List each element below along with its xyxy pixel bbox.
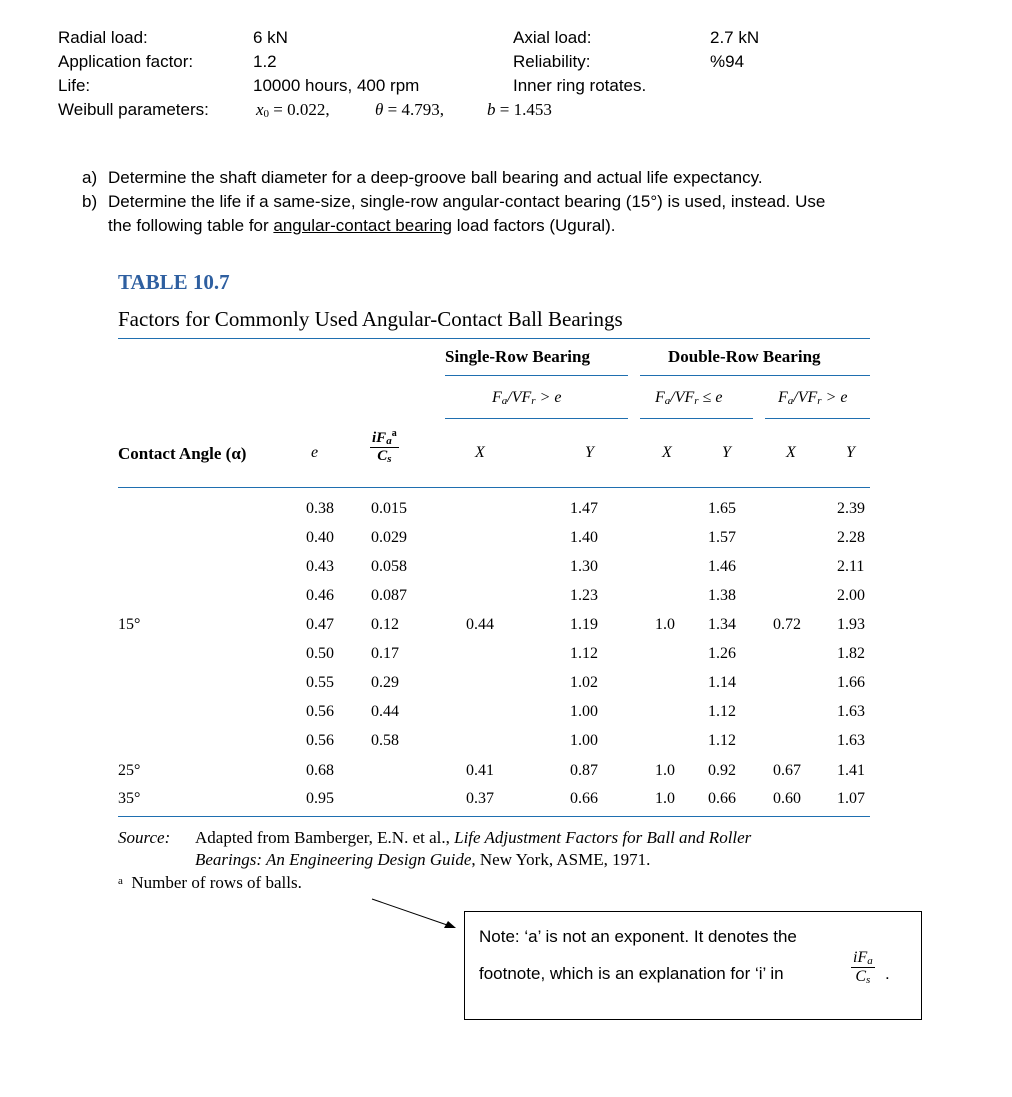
table-cell-y1: 1.02 xyxy=(570,674,598,691)
x-header-1: X xyxy=(475,444,485,461)
weibull-theta: θ = 4.793, xyxy=(375,100,444,119)
table-cell-e: 0.56 xyxy=(306,732,334,749)
table-cell-y2: 1.26 xyxy=(708,645,736,662)
e-35: 0.95 xyxy=(306,790,334,807)
x-header-2: X xyxy=(662,444,672,461)
y1-25: 0.87 xyxy=(570,762,598,779)
table-cell-y3: 1.66 xyxy=(837,674,865,691)
angular-contact-link: angular-contact bearing xyxy=(273,216,453,235)
y3-35: 1.07 xyxy=(837,790,865,807)
y-header-3: Y xyxy=(846,444,855,461)
e-25: 0.68 xyxy=(306,762,334,779)
single-row-header: Single-Row Bearing xyxy=(445,347,590,366)
y2-35: 0.66 xyxy=(708,790,736,807)
given-life-label: Life: xyxy=(58,76,91,95)
table-cell-y2: 1.12 xyxy=(708,732,736,749)
source-line-2: Bearings: An Engineering Design Guide, New York, ASME, 1971. xyxy=(195,850,651,869)
double-condition-1: Fa/VFr ≤ e xyxy=(655,389,723,407)
question-b-label: b) xyxy=(82,192,98,211)
given-app-label: Application factor: xyxy=(58,52,194,71)
table-cell-e: 0.56 xyxy=(306,703,334,720)
given-radial-value: 6 kN xyxy=(253,28,288,47)
x-header-3: X xyxy=(786,444,796,461)
table-cell-e: 0.40 xyxy=(306,529,334,546)
angle-35: 35° xyxy=(118,790,141,807)
table-cell-y2: 1.34 xyxy=(708,616,736,633)
y3-25: 1.41 xyxy=(837,762,865,779)
table-cell-y3: 1.63 xyxy=(837,703,865,720)
given-axial-label: Axial load: xyxy=(513,28,592,47)
weibull-x0: x0 = 0.022, xyxy=(256,100,330,120)
table-cell-y1: 1.19 xyxy=(570,616,598,633)
x1-15: 0.44 xyxy=(466,616,494,633)
y1-35: 0.66 xyxy=(570,790,598,807)
table-cell-ifa: 0.015 xyxy=(371,500,407,517)
question-a-label: a) xyxy=(82,168,98,187)
table-cell-e: 0.55 xyxy=(306,674,334,691)
footnote: $^a$ Number of rows of balls. xyxy=(118,873,302,892)
table-cell-y2: 1.57 xyxy=(708,529,736,546)
table-cell-ifa: 0.44 xyxy=(371,703,399,720)
note-box xyxy=(464,911,922,1020)
table-cell-y2: 1.38 xyxy=(708,587,736,604)
table-cell-y1: 1.12 xyxy=(570,645,598,662)
table-cell-ifa: 0.058 xyxy=(371,558,407,575)
table-cell-y1: 1.23 xyxy=(570,587,598,604)
table-cell-ifa: 0.12 xyxy=(371,616,399,633)
source-line-1: Adapted from Bamberger, E.N. et al., Life Adjustment Factors for Ball and Roller xyxy=(195,828,752,847)
table-cell-y3: 1.93 xyxy=(837,616,865,633)
note-line-1: Note: ‘a’ is not an exponent. It denotes the xyxy=(479,927,797,946)
table-cell-ifa: 0.17 xyxy=(371,645,399,662)
table-cell-y2: 1.12 xyxy=(708,703,736,720)
question-a-text: Determine the shaft diameter for a deep-groove ball bearing and actual life expectancy. xyxy=(108,168,763,187)
contact-angle-header: Contact Angle (α) xyxy=(118,444,247,463)
given-life-value: 10000 hours, 400 rpm xyxy=(253,76,420,95)
x1-35: 0.37 xyxy=(466,790,494,807)
table-cell-y2: 1.65 xyxy=(708,500,736,517)
weibull-b: b = 1.453 xyxy=(487,100,552,119)
source-label: Source: xyxy=(118,828,171,847)
angle-15: 15° xyxy=(118,616,141,633)
given-reliability-value: %94 xyxy=(710,52,745,71)
x2-35: 1.0 xyxy=(655,790,675,807)
x3-15: 0.72 xyxy=(773,616,801,633)
x3-25: 0.67 xyxy=(773,762,801,779)
table-top-rule xyxy=(118,338,870,339)
double-row-rule xyxy=(640,375,870,376)
question-b-text-1: Determine the life if a same-size, single-row angular-contact bearing (15°) is used, instead. Use xyxy=(108,192,826,211)
table-cell-e: 0.38 xyxy=(306,500,334,517)
table-cell-e: 0.43 xyxy=(306,558,334,575)
ifa-cs-header: $\frac{iFa^a}{Cs}$ xyxy=(372,428,397,465)
note-fraction: $\frac{\text{iFa}}{Cs}$ xyxy=(853,949,873,986)
given-radial-label: Radial load: xyxy=(58,28,148,47)
y-header-2: Y xyxy=(722,444,731,461)
table-title: TABLE 10.7 xyxy=(118,270,230,294)
table-cell-y2: 1.14 xyxy=(708,674,736,691)
x2-15: 1.0 xyxy=(655,616,675,633)
table-cell-ifa: 0.58 xyxy=(371,732,399,749)
table-cell-y1: 1.30 xyxy=(570,558,598,575)
single-condition: Fa/VFr > e xyxy=(492,389,562,407)
table-cell-e: 0.47 xyxy=(306,616,334,633)
single-row-rule xyxy=(445,375,628,376)
angle-25: 25° xyxy=(118,762,141,779)
table-caption: Factors for Commonly Used Angular-Contact Ball Bearings xyxy=(118,307,623,331)
table-cell-ifa: 0.29 xyxy=(371,674,399,691)
table-cell-e: 0.50 xyxy=(306,645,334,662)
table-cell-ifa: 0.029 xyxy=(371,529,407,546)
table-cell-y3: 2.28 xyxy=(837,529,865,546)
header-bottom-rule xyxy=(118,487,870,488)
given-axial-value: 2.7 kN xyxy=(710,28,760,47)
x3-35: 0.60 xyxy=(773,790,801,807)
table-cell-ifa: 0.087 xyxy=(371,587,407,604)
y2-25: 0.92 xyxy=(708,762,736,779)
table-cell-y3: 2.39 xyxy=(837,500,865,517)
table-cell-y1: 1.47 xyxy=(570,500,598,517)
given-weibull-label: Weibull parameters: xyxy=(58,100,209,119)
table-cell-y3: 1.82 xyxy=(837,645,865,662)
x1-25: 0.41 xyxy=(466,762,494,779)
x2-25: 1.0 xyxy=(655,762,675,779)
table-cell-y1: 1.40 xyxy=(570,529,598,546)
single-sub-rule xyxy=(445,418,628,419)
double-row-header: Double-Row Bearing xyxy=(668,347,821,366)
question-b-text-2: the following table for angular-contact bearing load factors (Ugural). xyxy=(108,216,616,235)
table-cell-y3: 2.11 xyxy=(837,558,865,575)
table-cell-y1: 1.00 xyxy=(570,732,598,749)
given-reliability-label: Reliability: xyxy=(513,52,591,71)
table-bottom-rule xyxy=(118,816,870,817)
y-header-1: Y xyxy=(585,444,594,461)
note-line-2: footnote, which is an explanation for ‘i’ in xyxy=(479,964,784,983)
given-rotation-note: Inner ring rotates. xyxy=(513,76,647,95)
note-period: . xyxy=(885,964,890,983)
table-cell-y3: 2.00 xyxy=(837,587,865,604)
double-sub-rule-2 xyxy=(765,418,870,419)
table-cell-y1: 1.00 xyxy=(570,703,598,720)
table-cell-y2: 1.46 xyxy=(708,558,736,575)
table-cell-e: 0.46 xyxy=(306,587,334,604)
e-header: e xyxy=(311,444,319,461)
given-app-value: 1.2 xyxy=(253,52,277,71)
arrow-icon xyxy=(370,895,460,935)
table-cell-y3: 1.63 xyxy=(837,732,865,749)
double-condition-2: Fa/VFr > e xyxy=(778,389,848,407)
double-sub-rule-1 xyxy=(640,418,753,419)
